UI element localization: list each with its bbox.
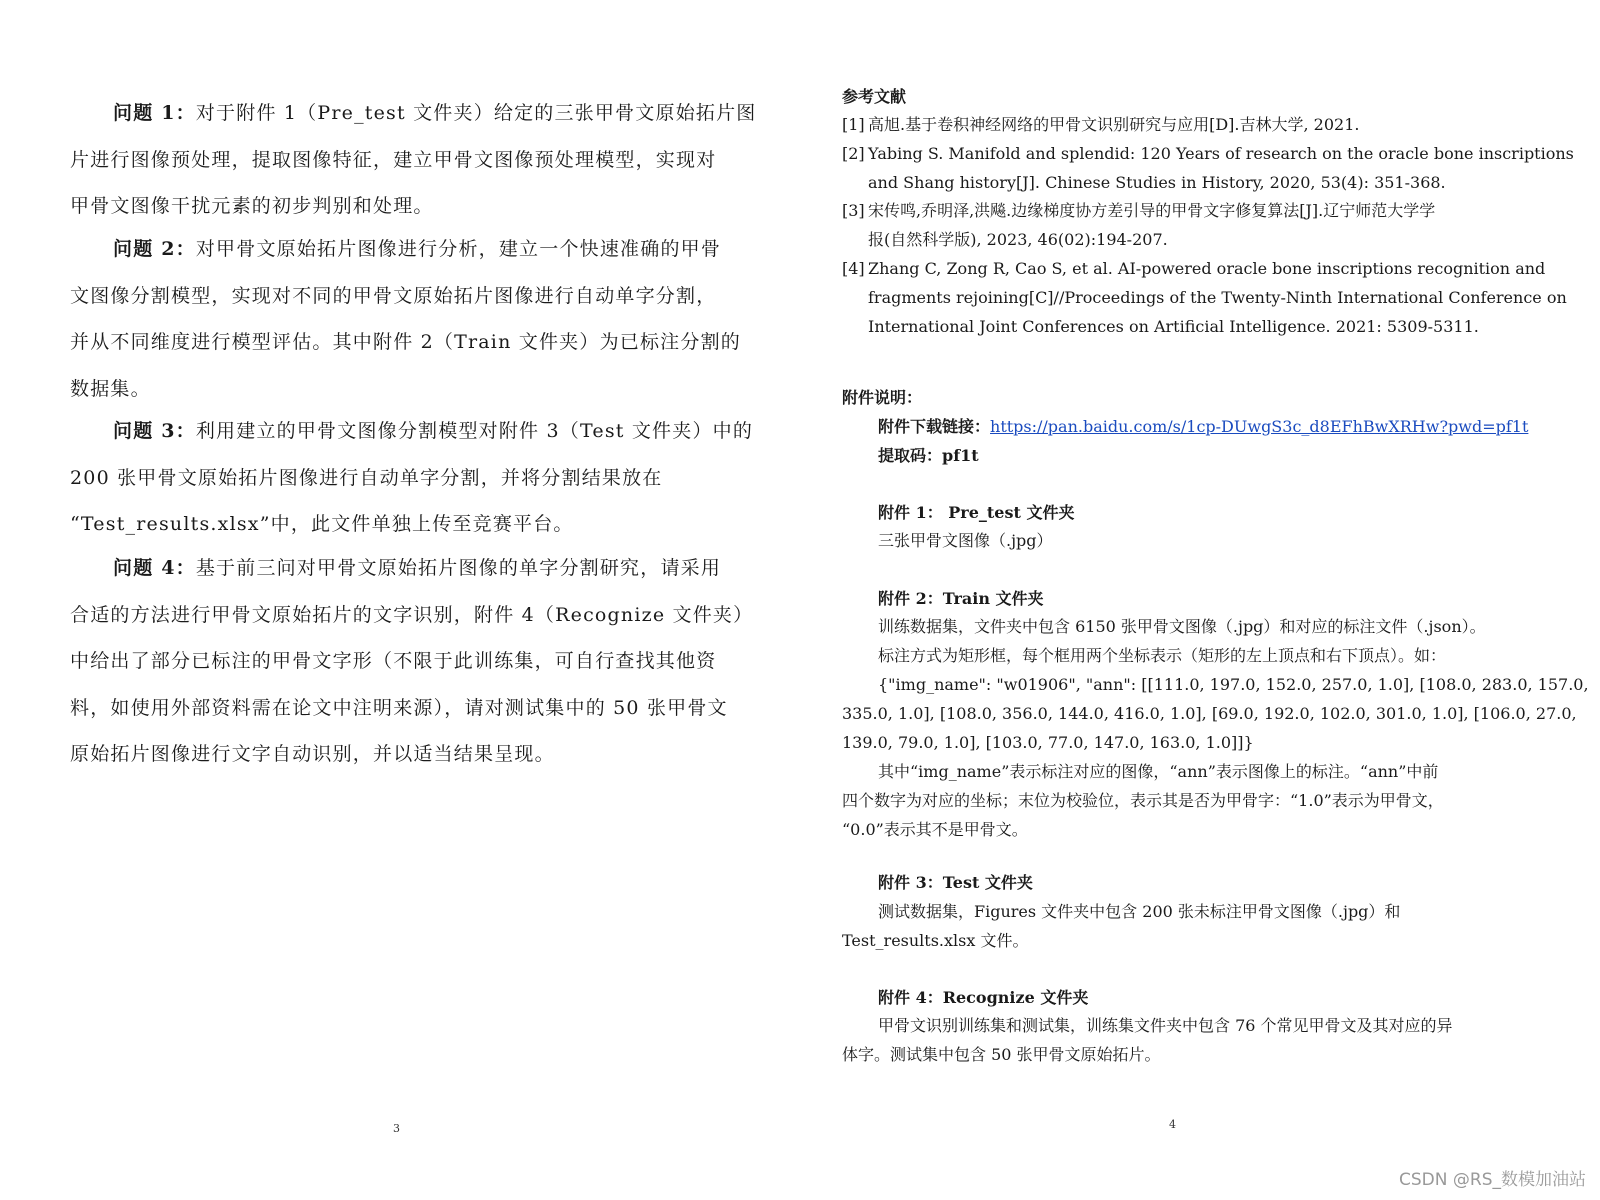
reference-item — [842, 254, 1567, 341]
attachment-4-body — [842, 1011, 1453, 1069]
question-3-line: “Test_results.xlsx”中，此文件单独上传至竞赛平台。 — [70, 513, 574, 535]
question-1-line: 对于附件 1（Pre_test 文件夹）给定的三张甲骨文原始拓片图 — [195, 102, 757, 124]
attachment-2-line: “0.0”表示其不是甲骨文。 — [842, 820, 1028, 839]
attachment-2-title: 附件 2：Train 文件夹 — [878, 589, 1044, 608]
attachment-3-line: 测试数据集，Figures 文件夹中包含 200 张未标注甲骨文图像（.jpg）和 — [878, 902, 1401, 921]
reference-item — [842, 139, 1574, 197]
question-1-label: 问题 1： — [113, 102, 196, 124]
question-4-line: 合适的方法进行甲骨文原始拓片的文字识别，附件 4（Recognize 文件夹） — [70, 603, 754, 626]
question-4-line: 基于前三问对甲骨文原始拓片图像的单字分割研究，请采用 — [195, 557, 722, 579]
question-4 — [70, 545, 754, 778]
code-row — [878, 441, 979, 470]
page-number: 3 — [393, 1122, 400, 1135]
attachment-3-title: 附件 3：Test 文件夹 — [878, 873, 1033, 892]
reference-line: 高旭.基于卷积神经网络的甲骨文识别研究与应用[D].吉林大学, 2021. — [868, 115, 1360, 134]
download-label: 附件下载链接： — [878, 417, 991, 436]
question-2-label: 问题 2： — [113, 238, 196, 260]
attachment-2-line: 标注方式为矩形框，每个框用两个坐标表示（矩形的左上顶点和右下顶点）。如： — [878, 646, 1447, 665]
page-number: 4 — [1169, 1118, 1176, 1131]
code-value: pf1t — [942, 446, 979, 465]
attachment-1-title: 附件 1： Pre_test 文件夹 — [878, 503, 1075, 522]
attachment-2-line: {"img_name": "w01906", "ann": [[111.0, 197.0, 152.0, 257.0, 1.0], [108.0, 283.0, 157.0, — [878, 675, 1589, 694]
question-2 — [70, 226, 742, 412]
question-1-line: 甲骨文图像干扰元素的初步判别和处理。 — [70, 195, 434, 217]
attachment-3-body — [842, 897, 1400, 955]
download-row — [878, 412, 1528, 441]
right-page — [800, 0, 1600, 1200]
question-2-line: 对甲骨文原始拓片图像进行分析，建立一个快速准确的甲骨 — [195, 238, 722, 260]
attachment-4-line: 体字。测试集中包含 50 张甲骨文原始拓片。 — [842, 1045, 1161, 1064]
reference-line: Zhang C, Zong R, Cao S, et al. AI-powered oracle bone inscriptions recognition and — [868, 259, 1546, 278]
question-1 — [70, 90, 757, 230]
attachment-2-line: 139.0, 79.0, 1.0], [103.0, 77.0, 147.0, 163.0, 1.0]]} — [842, 733, 1254, 752]
reference-number: [3] — [842, 201, 865, 220]
attachment-3-line: Test_results.xlsx 文件。 — [842, 931, 1029, 950]
question-4-label: 问题 4： — [113, 557, 196, 579]
reference-number: [2] — [842, 144, 865, 163]
question-1-line: 片进行图像预处理，提取图像特征，建立甲骨文图像预处理模型，实现对 — [70, 148, 717, 171]
csdn-watermark: CSDN @RS_数模加油站 — [1399, 1170, 1586, 1190]
reference-line: International Joint Conferences on Artificial Intelligence. 2021: 5309-5311. — [868, 317, 1479, 336]
attachment-2-line: 四个数字为对应的坐标；末位为校验位，表示其是否为甲骨字：“1.0”表示为甲骨文， — [842, 791, 1444, 810]
attachment-1-line: 三张甲骨文图像（.jpg） — [878, 531, 1053, 550]
question-3-line: 200 张甲骨文原始拓片图像进行自动单字分割，并将分割结果放在 — [70, 466, 663, 489]
question-2-line: 数据集。 — [70, 377, 151, 400]
code-label: 提取码： — [878, 446, 943, 465]
attachment-2-line: 其中“img_name”表示标注对应的图像，“ann”表示图像上的标注。“ann”中前 — [878, 762, 1439, 781]
question-4-line: 原始拓片图像进行文字自动识别，并以适当结果呈现。 — [70, 743, 555, 765]
question-3-line: 利用建立的甲骨文图像分割模型对附件 3（Test 文件夹）中的 — [195, 420, 754, 442]
reference-number: [1] — [842, 115, 865, 134]
question-2-line: 文图像分割模型，实现对不同的甲骨文原始拓片图像进行自动单字分割， — [70, 284, 717, 307]
reference-item — [842, 110, 1359, 139]
question-4-line: 料，如使用外部资料需在论文中注明来源），请对测试集中的 50 张甲骨文 — [70, 696, 728, 719]
attachment-4-line: 甲骨文识别训练集和测试集，训练集文件夹中包含 76 个常见甲骨文及其对应的异 — [878, 1016, 1453, 1035]
reference-line: and Shang history[J]. Chinese Studies in History, 2020, 53(4): 351-368. — [868, 173, 1446, 192]
download-link[interactable]: https://pan.baidu.com/s/1cp-DUwgS3c_d8EFhBwXRHw?pwd=pf1t — [990, 417, 1529, 436]
attachments-title: 附件说明： — [842, 388, 923, 407]
reference-line: fragments rejoining[C]//Proceedings of the Twenty-Ninth International Conference on — [868, 288, 1567, 307]
question-3 — [70, 408, 754, 548]
attachment-4-title: 附件 4：Recognize 文件夹 — [878, 988, 1089, 1007]
attachment-2-body — [842, 612, 1589, 844]
reference-line: 报(自然科学版), 2023, 46(02):194-207. — [868, 230, 1168, 249]
question-4-line: 中给出了部分已标注的甲骨文字形（不限于此训练集，可自行查找其他资 — [70, 650, 717, 672]
reference-line: Yabing S. Manifold and splendid: 120 Years of research on the oracle bone inscriptions — [868, 144, 1574, 163]
attachment-2-line: 335.0, 1.0], [108.0, 356.0, 144.0, 416.0, 1.0], [69.0, 192.0, 102.0, 301.0, 1.0], [106.0, 27.0, — [842, 704, 1577, 723]
references-title: 参考文献 — [842, 87, 907, 106]
question-3-label: 问题 3： — [113, 420, 196, 442]
reference-item — [842, 196, 1435, 254]
attachment-2-line: 训练数据集，文件夹中包含 6150 张甲骨文图像（.jpg）和对应的标注文件（.json）。 — [878, 617, 1486, 636]
reference-line: 宋传鸣,乔明泽,洪飚.边缘梯度协方差引导的甲骨文字修复算法[J].辽宁师范大学学 — [868, 201, 1436, 220]
question-2-line: 并从不同维度进行模型评估。其中附件 2（Train 文件夹）为已标注分割的 — [70, 331, 741, 353]
reference-number: [4] — [842, 259, 865, 278]
